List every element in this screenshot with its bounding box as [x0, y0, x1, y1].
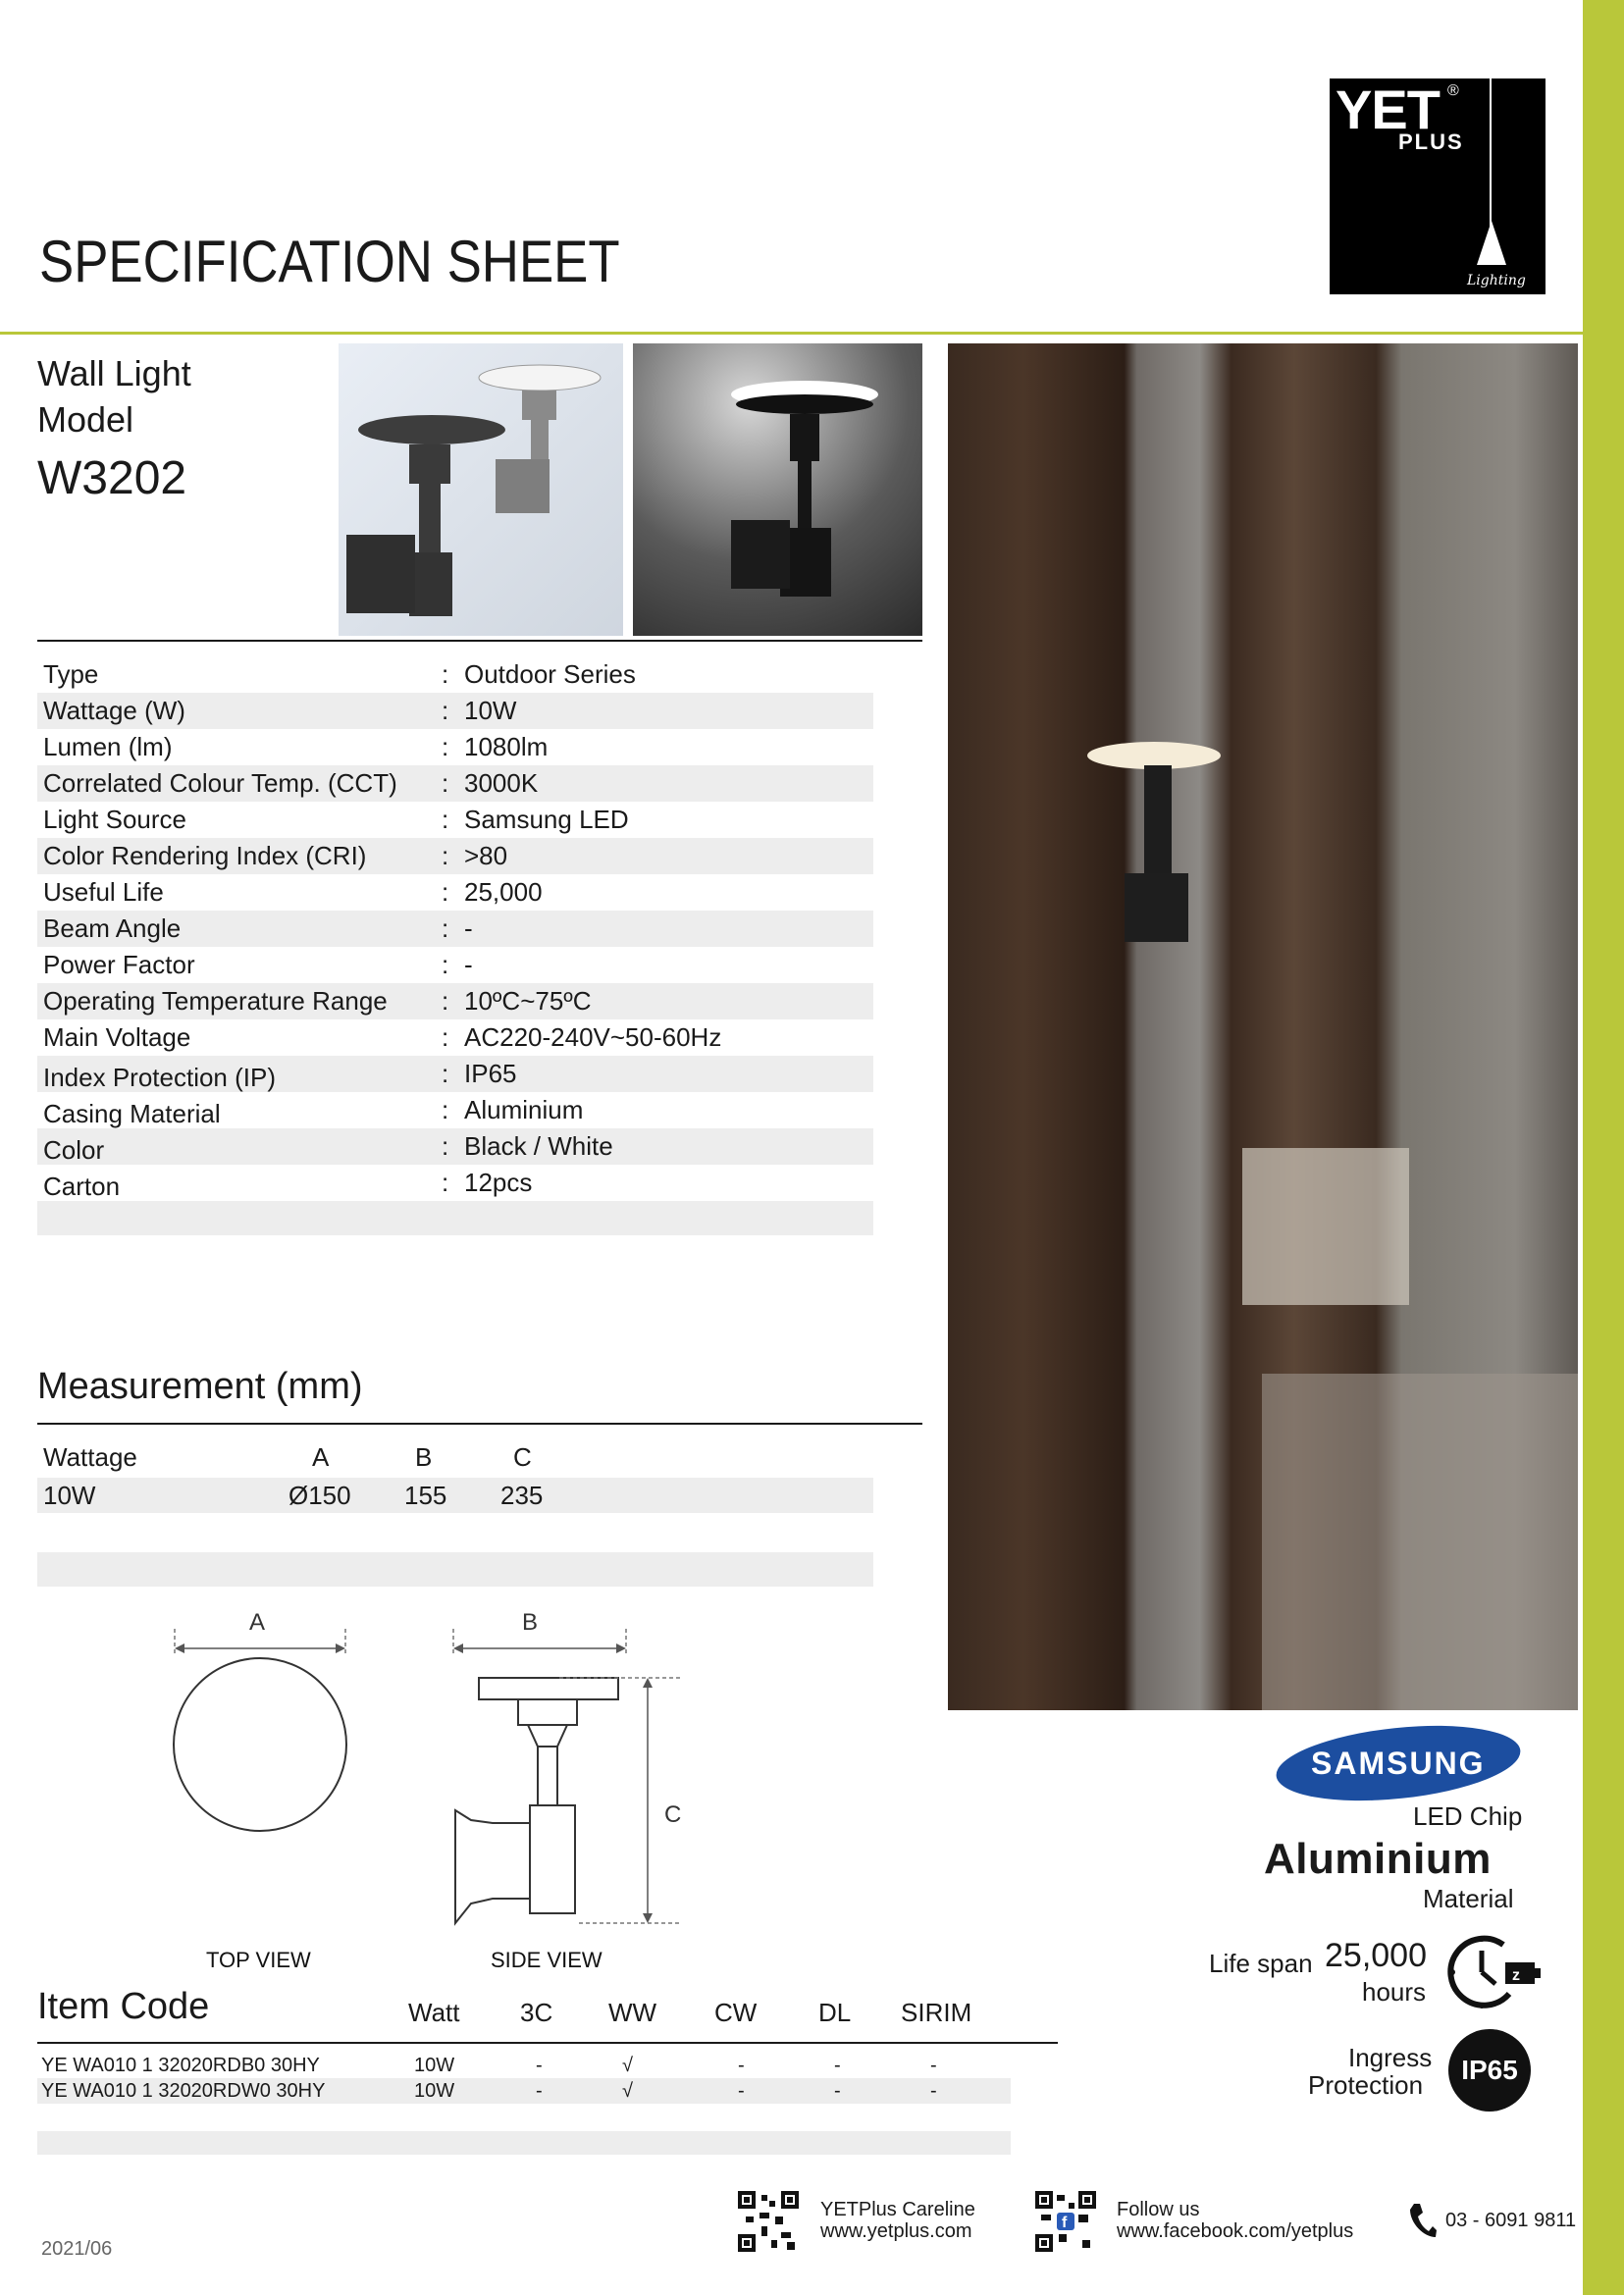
item-code-header: 3C	[520, 1998, 553, 2027]
side-view-label: SIDE VIEW	[491, 1948, 602, 1972]
spec-row	[37, 947, 873, 983]
item-code-header: WW	[608, 1998, 657, 2027]
ingress-label: Ingress	[1348, 2043, 1433, 2072]
spec-label: Useful Life	[43, 877, 164, 907]
spec-separator: :	[442, 696, 449, 725]
phone-number[interactable]: 03 - 6091 9811	[1445, 2210, 1577, 2231]
measurement-header: A	[312, 1442, 330, 1472]
spec-label: Operating Temperature Range	[43, 986, 388, 1016]
spec-label: Color	[43, 1135, 105, 1165]
facebook-url[interactable]: www.facebook.com/yetplus	[1117, 2220, 1354, 2242]
spec-value: -	[464, 913, 473, 943]
follow-label: Follow us	[1117, 2199, 1200, 2220]
top-view-drawing	[174, 1629, 346, 1831]
spec-separator: :	[442, 986, 449, 1016]
spec-separator: :	[442, 913, 449, 943]
item-code-cell: -	[930, 2080, 937, 2102]
item-code-cell: √	[622, 2055, 633, 2076]
spec-value: IP65	[464, 1059, 517, 1088]
model-label: Model	[37, 399, 134, 440]
spec-separator: :	[442, 768, 449, 798]
item-code-header: SIRIM	[901, 1998, 972, 2027]
spec-label: Casing Material	[43, 1099, 221, 1128]
spec-row	[37, 802, 873, 838]
spec-value: Samsung LED	[464, 805, 629, 834]
spec-value: 10ºC~75ºC	[464, 986, 592, 1016]
spec-row	[37, 911, 873, 947]
spec-value: -	[464, 950, 473, 979]
ip65-badge: IP65	[1448, 2029, 1531, 2112]
product-photo-studio	[339, 343, 623, 636]
technical-drawing	[147, 1609, 697, 1943]
spec-value: Outdoor Series	[464, 659, 636, 689]
spec-label: Beam Angle	[43, 913, 182, 943]
spec-value: 3000K	[464, 768, 539, 798]
measurement-cell: 235	[500, 1481, 544, 1510]
life-span-unit: hours	[1362, 1977, 1427, 2007]
spec-row	[37, 765, 873, 802]
spec-value: >80	[464, 841, 508, 870]
logo-pendant-icon	[1330, 78, 1545, 294]
item-code-cell: -	[834, 2055, 841, 2076]
spec-label: Color Rendering Index (CRI)	[43, 841, 367, 870]
spec-label: Power Factor	[43, 950, 195, 979]
product-category: Wall Light	[37, 353, 191, 393]
spec-label: Lumen (lm)	[43, 732, 173, 761]
item-code-cell: -	[536, 2080, 543, 2102]
item-code-header: CW	[714, 1998, 758, 2027]
installation-scene-icon	[948, 343, 1578, 1710]
spec-separator: :	[442, 1059, 449, 1088]
logo-brand: YET	[1336, 78, 1440, 140]
spec-label: Wattage (W)	[43, 696, 185, 725]
spec-row	[37, 838, 873, 874]
spec-label: Type	[43, 659, 99, 689]
svg-text:f: f	[1062, 2215, 1068, 2231]
clock-battery-icon	[1444, 1933, 1546, 2013]
material-label: Material	[1423, 1884, 1514, 1913]
careline-url[interactable]: www.yetplus.com	[820, 2220, 972, 2242]
spec-separator: :	[442, 732, 449, 761]
spec-row	[37, 1165, 873, 1201]
dimension-b-label: B	[522, 1609, 539, 1636]
model-number: W3202	[37, 452, 187, 504]
measurement-blank-row	[37, 1552, 873, 1587]
item-code-cell: 10W	[414, 2055, 455, 2076]
spec-row	[37, 1056, 873, 1092]
phone-icon	[1406, 2202, 1438, 2241]
spec-separator: :	[442, 1095, 449, 1124]
wall-light-lit-icon	[633, 343, 922, 636]
spec-label: Index Protection (IP)	[43, 1063, 276, 1092]
spec-row	[37, 983, 873, 1019]
item-code-cell: -	[930, 2055, 937, 2076]
qr-code-facebook-icon	[1035, 2191, 1096, 2252]
item-code-cell: -	[536, 2055, 543, 2076]
installation-photo	[948, 343, 1578, 1710]
samsung-wordmark: SAMSUNG	[1311, 1746, 1486, 1781]
measurement-header-row	[37, 1439, 873, 1475]
page-title: SPECIFICATION SHEET	[39, 229, 620, 294]
spec-value: 10W	[464, 696, 517, 725]
measurement-title: Measurement (mm)	[37, 1366, 363, 1407]
spec-row	[37, 1019, 873, 1056]
spec-separator: :	[442, 841, 449, 870]
spec-row	[37, 693, 873, 729]
item-code-cell: YE WA010 1 32020RDW0 30HY	[41, 2080, 326, 2102]
product-photo-lit	[633, 343, 922, 636]
spec-separator: :	[442, 1131, 449, 1161]
spec-label: Carton	[43, 1172, 121, 1201]
spec-row	[37, 1128, 873, 1165]
item-code-cell: -	[834, 2080, 841, 2102]
item-code-row	[37, 2053, 1011, 2078]
item-code-cell: -	[738, 2055, 745, 2076]
item-code-blank-row	[37, 2131, 1011, 2155]
spec-separator: :	[442, 659, 449, 689]
spec-top-rule	[37, 640, 922, 642]
yetplus-logo	[1330, 78, 1545, 294]
measurement-cell: Ø150	[288, 1481, 351, 1510]
header-divider	[0, 332, 1583, 335]
spec-label: Light Source	[43, 805, 186, 834]
spec-value: 12pcs	[464, 1168, 533, 1197]
spec-value: AC220-240V~50-60Hz	[464, 1022, 722, 1052]
measurement-header: B	[415, 1442, 433, 1472]
registered-mark-icon: ®	[1447, 82, 1459, 99]
item-code-header: DL	[818, 1998, 852, 2027]
item-code-cell: 10W	[414, 2080, 455, 2102]
dimension-a-label: A	[249, 1609, 266, 1636]
green-side-bar	[1583, 0, 1624, 2295]
protection-label: Protection	[1308, 2070, 1424, 2100]
side-view-drawing	[453, 1629, 682, 1923]
spec-label: Correlated Colour Temp. (CCT)	[43, 768, 397, 798]
item-code-cell: YE WA010 1 32020RDB0 30HY	[41, 2055, 320, 2076]
wall-light-product-icon	[339, 343, 623, 636]
svg-text:z: z	[1512, 1967, 1520, 1984]
item-code-header: Watt	[408, 1998, 460, 2027]
spec-value: Aluminium	[464, 1095, 584, 1124]
spec-row	[37, 729, 873, 765]
spec-separator: :	[442, 805, 449, 834]
spec-label: Main Voltage	[43, 1022, 191, 1052]
spec-separator: :	[442, 1022, 449, 1052]
spec-separator: :	[442, 950, 449, 979]
item-code-cell: -	[738, 2080, 745, 2102]
item-code-row	[37, 2078, 1011, 2104]
careline-label: YETPlus Careline	[820, 2199, 975, 2220]
item-code-title: Item Code	[37, 1986, 210, 2027]
measurement-header: Wattage	[43, 1442, 137, 1472]
measurement-row	[37, 1478, 873, 1513]
measurement-header: C	[513, 1442, 532, 1472]
logo-tagline: Lighting	[1467, 273, 1526, 288]
samsung-logo	[1274, 1724, 1523, 1802]
logo-sub: PLUS	[1398, 130, 1464, 154]
measurement-cell: 155	[404, 1481, 447, 1510]
life-span-value: 25,000	[1325, 1937, 1427, 1974]
item-code-cell: √	[622, 2080, 633, 2102]
spec-separator: :	[442, 1168, 449, 1197]
revision-date: 2021/06	[41, 2238, 113, 2260]
led-chip-label: LED Chip	[1413, 1801, 1523, 1831]
qr-code-website-icon	[738, 2191, 799, 2252]
measurement-rule	[37, 1423, 922, 1425]
spec-row	[37, 1092, 873, 1128]
aluminium-label: Aluminium	[1264, 1835, 1492, 1883]
spec-separator: :	[442, 877, 449, 907]
spec-value: 1080lm	[464, 732, 549, 761]
life-span-label: Life span	[1209, 1949, 1313, 1978]
spec-row	[37, 874, 873, 911]
measurement-cell: 10W	[43, 1481, 96, 1510]
top-view-label: TOP VIEW	[206, 1948, 311, 1972]
spec-row	[37, 656, 873, 693]
spec-blank-row	[37, 1201, 873, 1235]
dimension-c-label: C	[664, 1801, 682, 1828]
spec-value: Black / White	[464, 1131, 613, 1161]
spec-value: 25,000	[464, 877, 543, 907]
item-code-rule	[37, 2042, 1058, 2044]
